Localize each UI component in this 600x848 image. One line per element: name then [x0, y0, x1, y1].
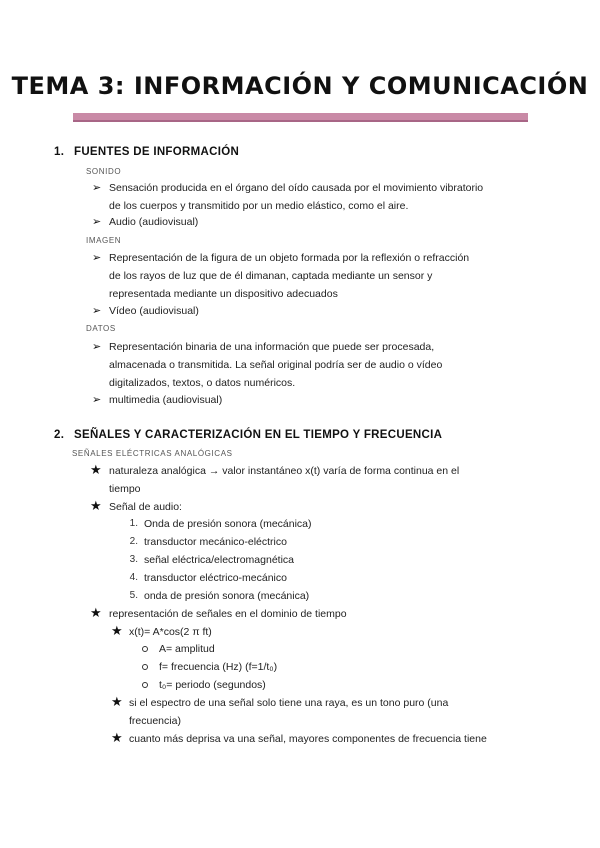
list-item-line: frecuencia)	[129, 715, 181, 727]
step-number: 1.	[129, 518, 138, 529]
subheading-datos: DATOS	[86, 324, 116, 333]
arrow-bullet-icon: ➢	[92, 181, 102, 194]
param-line: f= frecuencia (Hz) (f=1/t₀)	[159, 661, 278, 673]
formula-line: x(t)= A*cos(2 π ft)	[129, 626, 212, 638]
param-line: A= amplitud	[159, 643, 215, 655]
title-underline-bar	[73, 113, 528, 122]
page-title: TEMA 3: INFORMACIÓN Y COMUNICACIÓN	[11, 72, 589, 100]
arrow-bullet-icon: ➢	[92, 304, 102, 317]
step-number: 3.	[129, 554, 138, 565]
list-item-line: multimedia (audiovisual)	[109, 394, 223, 406]
section-title: SEÑALES Y CARACTERIZACIÓN EN EL TIEMPO Y FRECUENCIA	[74, 429, 443, 441]
list-item-line: Representación binaria de una información que puede ser procesada,	[109, 341, 435, 353]
subheading-senales-electricas: SEÑALES ELÉCTRICAS ANALÓGICAS	[72, 449, 233, 458]
star-bullet-icon: ★	[111, 695, 123, 710]
step-text: Onda de presión sonora (mecánica)	[144, 518, 312, 530]
step-text: transductor mecánico-eléctrico	[144, 536, 287, 548]
list-item-line: si el espectro de una señal solo tiene una raya, es un tono puro (una	[129, 697, 449, 709]
list-item-line: Señal de audio:	[109, 501, 182, 513]
list-item-line: representación de señales en el dominio de tiempo	[109, 608, 347, 620]
step-number: 5.	[129, 590, 138, 601]
list-item-line: naturaleza analógica → valor instantáneo x(t) varía de forma continua en el	[109, 465, 460, 477]
list-item-line: de los rayos de luz que de él dimanan, captada mediante un sensor y	[109, 270, 433, 282]
step-text: señal eléctrica/electromagnética	[144, 554, 294, 566]
star-bullet-icon: ★	[90, 606, 102, 621]
list-item-line: Audio (audiovisual)	[109, 216, 199, 228]
step-number: 2.	[129, 536, 138, 547]
list-item-line: Sensación producida en el órgano del oído causada por el movimiento vibratorio	[109, 182, 484, 194]
arrow-bullet-icon: ➢	[92, 251, 102, 264]
circle-bullet-icon	[142, 682, 148, 688]
step-number: 4.	[129, 572, 138, 583]
list-item-line: representada mediante un dispositivo adecuados	[109, 288, 338, 300]
step-text: transductor eléctrico-mecánico	[144, 572, 287, 584]
list-item-line: Representación de la figura de un objeto formada por la reflexión o refracción	[109, 252, 470, 264]
list-item-line: almacenada o transmitida. La señal original podría ser de audio o vídeo	[109, 359, 443, 371]
subheading-sonido: SONIDO	[86, 167, 122, 176]
arrow-bullet-icon: ➢	[92, 393, 102, 406]
section-heading-senales	[54, 429, 442, 441]
section-number: 2.	[54, 429, 65, 441]
star-bullet-icon: ★	[111, 731, 123, 746]
param-line: t₀= periodo (segundos)	[159, 679, 266, 691]
list-item-line: cuanto más deprisa va una señal, mayores componentes de frecuencia tiene	[129, 733, 487, 745]
circle-bullet-icon	[142, 664, 148, 670]
section-number: 1.	[54, 146, 65, 158]
section-title: FUENTES DE INFORMACIÓN	[74, 146, 240, 158]
arrow-bullet-icon: ➢	[92, 340, 102, 353]
star-bullet-icon: ★	[90, 463, 102, 478]
star-bullet-icon: ★	[111, 624, 123, 639]
list-item-line: Vídeo (audiovisual)	[109, 305, 199, 317]
arrow-bullet-icon: ➢	[92, 215, 102, 228]
circle-bullet-icon	[142, 646, 148, 652]
list-item-line: tiempo	[109, 483, 141, 495]
star-bullet-icon: ★	[90, 499, 102, 514]
step-text: onda de presión sonora (mecánica)	[144, 590, 310, 602]
subheading-imagen: IMAGEN	[86, 236, 122, 245]
section-heading-fuentes	[54, 146, 239, 158]
list-item-line: de los cuerpos y transmitido por un medio elástico, como el aire.	[109, 200, 409, 212]
list-item-line: digitalizados, textos, o datos numéricos.	[109, 377, 296, 389]
